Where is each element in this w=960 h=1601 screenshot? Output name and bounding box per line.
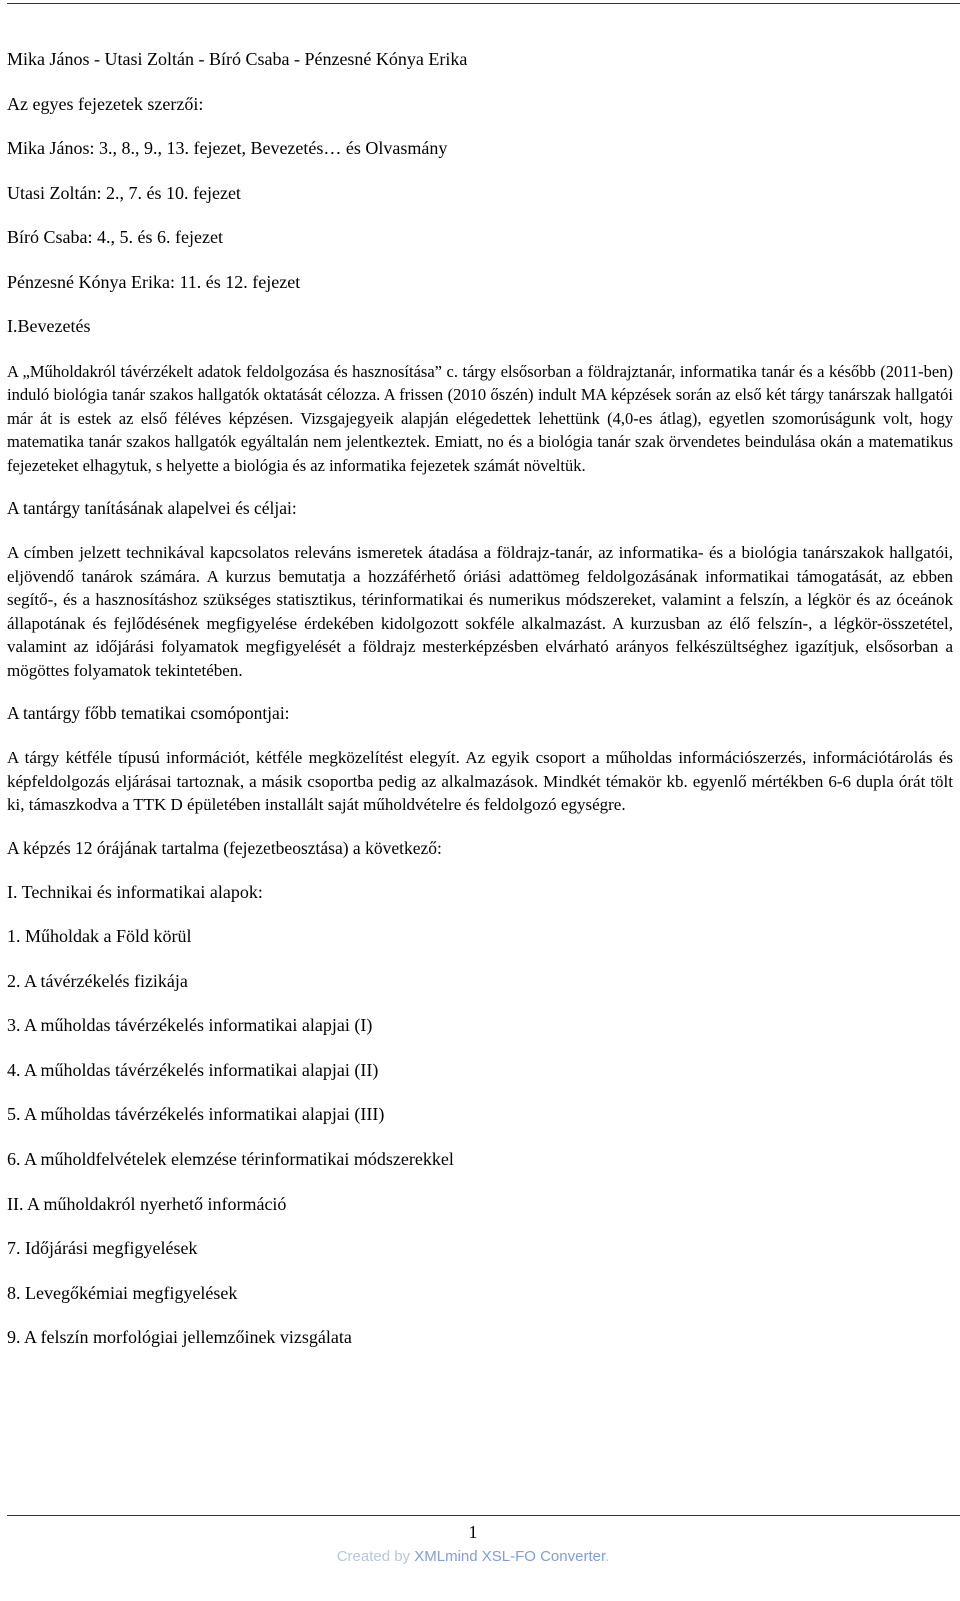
authors-intro: Az egyes fejezetek szerzői:	[7, 93, 204, 114]
author-line: Mika János: 3., 8., 9., 13. fejezet, Bevezetés… és Olvasmány	[7, 138, 448, 158]
footer-rule	[7, 1515, 960, 1516]
principles-paragraph: A címben jelzett technikával kapcsolatos releváns ismeretek átadása a földrajz-tanár, az informatika- és a biológia tanárszakok hallgatói, eljövendő tanárok számára. A kurzus bemutatja a hozzáférhető óriási adattömeg feldolgozásának informatikai támogatását, az ebben segítő-, és a hasznosításhoz szükséges statisztikus, térinformatikai és numerikus módszereket, valamint a felszín, a légkör és az óceánok állapotának és fejlődésének megfigyelése érdekében kidolgozott sokféle alkalmazást. A kurzusban az élő felszín-, a légkör-összetétel, valamint az időjárási folyamatok megfigyelését a földrajz mesterképzésben elvárható arányos felkészültséghez igazítjuk, elsősorban a mögöttes folyamatok tekintetében.	[7, 543, 953, 680]
list-item: I. Technikai és informatikai alapok:	[7, 881, 263, 902]
credit-suffix: .	[605, 1548, 610, 1565]
principles-heading: A tantárgy tanításának alapelvei és céljai:	[7, 498, 297, 518]
converter-link[interactable]: XMLmind XSL-FO Converter	[414, 1548, 606, 1565]
document-body	[7, 48, 953, 1371]
topics-paragraph: A tárgy kétféle típusú információt, kétféle megközelítést elegyít. Az egyik csoport a műholdas információszerzés, információtárolás és képfeldolgozás eljárásai tartoznak, a másik csoportba pedig az alkalmazások. Mindkét témakör kb. egyenlő mértékben 6-6 dupla órát tölt ki, támaszkodva a TTK D épületében installált saját műholdvételre és feldolgozó egységre.	[7, 748, 953, 814]
intro-paragraph: A „Műholdakról távérzékelt adatok feldolgozása és hasznosítása” c. tárgy elsősorban a földrajztanár, informatika tanár és a később (2011-ben) induló biológia tanár szakos hallgatók oktatását célozza. A frissen (2010 őszén) indult MA képzések során az első két tárgy tanárszak hallgatói már át is estek az első féléves képzésen. Vizsgajegyeik alapján elégedettek lehettünk (4,0-es átlag), egyetlen szomorúságunk volt, hogy matematika tanár szakos hallgatók egyáltalán nem jelentkeztek. Emiatt, no és a biológia tanár szak örvendetes beindulása okán a matematikus fejezeteket elhagytuk, s helyette a biológia és az informatika fejezetek számát növeltük.	[7, 361, 953, 475]
author-line: Bíró Csaba: 4., 5. és 6. fejezet	[7, 227, 223, 247]
list-item: II. A műholdakról nyerhető információ	[7, 1193, 287, 1214]
list-item: 1. Műholdak a Föld körül	[7, 926, 192, 947]
author-line: Pénzesné Kónya Erika: 11. és 12. fejezet	[7, 271, 301, 292]
list-item: 2. A távérzékelés fizikája	[7, 970, 188, 991]
list-item: 9. A felszín morfológiai jellemzőinek vizsgálata	[7, 1327, 352, 1348]
credit-prefix: Created by	[336, 1548, 415, 1565]
top-rule	[7, 3, 960, 4]
author-line: Utasi Zoltán: 2., 7. és 10. fejezet	[7, 182, 241, 203]
page-number: 1	[468, 1522, 478, 1542]
section-title: I.Bevezetés	[7, 316, 91, 336]
list-item: 3. A műholdas távérzékelés informatikai alapjai (I)	[7, 1015, 373, 1036]
authors-line: Mika János - Utasi Zoltán - Bíró Csaba - Pénzesné Kónya Erika	[7, 49, 468, 69]
schedule-heading: A képzés 12 órájának tartalma (fejezetbeosztása) a következő:	[7, 837, 442, 858]
schedule-list	[7, 881, 953, 1349]
list-item: 4. A műholdas távérzékelés informatikai alapjai (II)	[7, 1059, 379, 1080]
list-item: 8. Levegőkémiai megfigyelések	[7, 1282, 238, 1303]
list-item: 6. A műholdfelvételek elemzése térinformatikai módszerekkel	[7, 1149, 454, 1170]
footer-credit	[0, 1547, 946, 1567]
list-item: 5. A műholdas távérzékelés informatikai alapjai (III)	[7, 1104, 385, 1125]
list-item: 7. Időjárási megfigyelések	[7, 1238, 198, 1259]
topics-heading: A tantárgy főbb tematikai csomópontjai:	[7, 703, 290, 723]
